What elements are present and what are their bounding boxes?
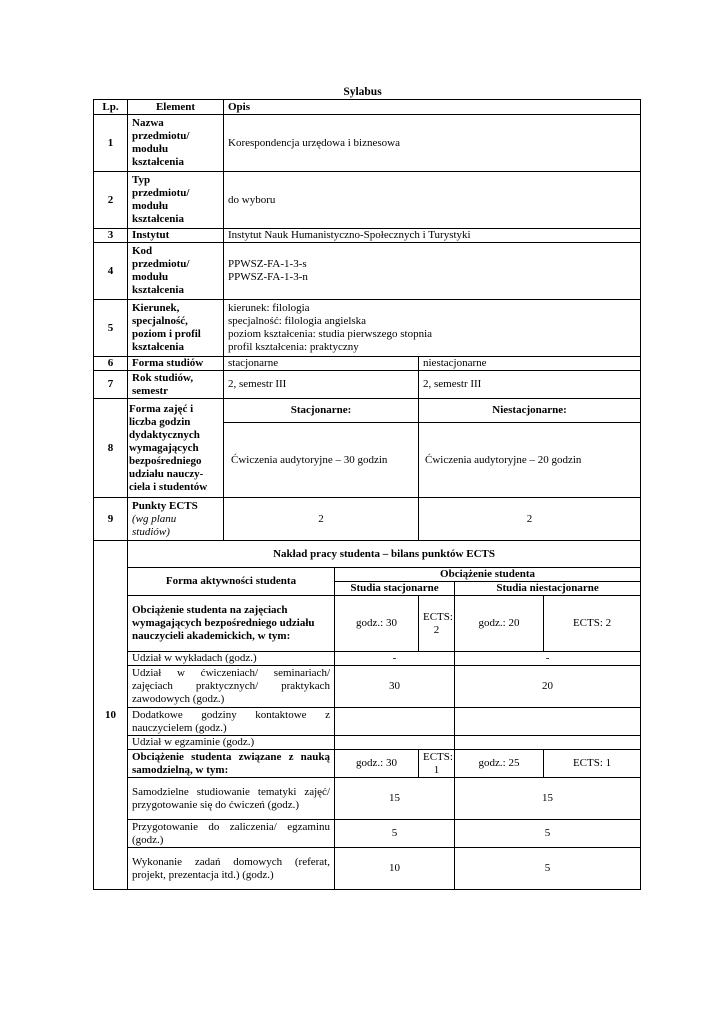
activity-label: Obciążenie studenta związane z nauką samodzielną, w tym: (128, 750, 335, 778)
cell-stacjonarne: Ćwiczenia audytoryjne – 30 godzin (224, 423, 419, 498)
row-element: Punkty ECTS (wg planu studiów) (128, 498, 224, 541)
table-row (94, 568, 641, 582)
row-element: Kierunek, specjalność, poziom i profil kształcenia (128, 300, 224, 357)
table-row (94, 371, 641, 399)
row-element: Forma zajęć i liczba godzin dydaktycznych wymagających bezpośredniego udziału nauczy- ciela i studentów (128, 399, 224, 498)
row-number: 8 (94, 399, 128, 498)
stac-value: 5 (335, 820, 455, 848)
page-title: Sylabus (343, 86, 382, 98)
stac-hours: godz.: 30 (335, 596, 419, 652)
header-obciazenie: Obciążenie studenta (335, 568, 641, 582)
stac-value: - (335, 652, 455, 666)
table-row (94, 172, 641, 229)
table-row (94, 750, 641, 778)
row-number: 6 (94, 357, 128, 371)
table-row (94, 666, 641, 708)
header-lp: Lp. (94, 100, 128, 115)
header-studia-stacjonarne: Studia stacjonarne (335, 582, 455, 596)
table-row (94, 357, 641, 371)
table-row (94, 229, 641, 243)
activity-label: Udział w egzaminie (godz.) (128, 736, 335, 750)
table-header-row (94, 100, 641, 115)
niestac-value (455, 708, 641, 736)
cell-niestacjonarne: 2 (419, 498, 641, 541)
niestac-ects: ECTS: 1 (544, 750, 641, 778)
cell-stacjonarne: 2 (224, 498, 419, 541)
row-element: Rok studiów, semestr (128, 371, 224, 399)
table-row (94, 848, 641, 890)
activity-label: Udział w ćwiczeniach/ seminariach/ zajęciach praktycznych/ praktykach zawodowych (godz.) (128, 666, 335, 708)
row-element: Instytut (128, 229, 224, 243)
header-opis: Opis (224, 100, 641, 115)
row-opis: Korespondencja urzędowa i biznesowa (224, 115, 641, 172)
row-number: 5 (94, 300, 128, 357)
row-number: 3 (94, 229, 128, 243)
stac-hours: godz.: 30 (335, 750, 419, 778)
row-number: 2 (94, 172, 128, 229)
activity-label: Wykonanie zadań domowych (referat, projekt, prezentacja itd.) (godz.) (128, 848, 335, 890)
cell-stacjonarne: 2, semestr III (224, 371, 419, 399)
stac-ects: ECTS: 2 (419, 596, 455, 652)
row-element: Forma studiów (128, 357, 224, 371)
row-opis: do wyboru (224, 172, 641, 229)
table-row (94, 243, 641, 300)
activity-label: Samodzielne studiowanie tematyki zajęć/ przygotowanie się do ćwiczeń (godz.) (128, 778, 335, 820)
table-row (94, 399, 641, 423)
table-row (94, 652, 641, 666)
table-row (94, 736, 641, 750)
row-element: Typ przedmiotu/ modułu kształcenia (128, 172, 224, 229)
stac-value: 10 (335, 848, 455, 890)
table-row (94, 820, 641, 848)
niestac-value: 5 (455, 820, 641, 848)
header-element: Element (128, 100, 224, 115)
stac-value (335, 708, 455, 736)
niestac-value (455, 736, 641, 750)
stac-value: 15 (335, 778, 455, 820)
stac-ects: ECTS: 1 (419, 750, 455, 778)
row-opis: PPWSZ-FA-1-3-s PPWSZ-FA-1-3-n (224, 243, 641, 300)
row-number: 7 (94, 371, 128, 399)
table-row (94, 596, 641, 652)
table-row (94, 498, 641, 541)
ects-balance-title: Nakład pracy studenta – bilans punktów ECTS (128, 541, 641, 568)
activity-label: Dodatkowe godziny kontaktowe z nauczycielem (godz.) (128, 708, 335, 736)
header-studia-niestacjonarne: Studia niestacjonarne (455, 582, 641, 596)
table-row (94, 300, 641, 357)
table-row (94, 708, 641, 736)
niestac-value: 5 (455, 848, 641, 890)
niestac-hours: godz.: 20 (455, 596, 544, 652)
table-row (94, 115, 641, 172)
cell-niestacjonarne: niestacjonarne (419, 357, 641, 371)
row-opis: kierunek: filologia specjalność: filologia angielska poziom kształcenia: studia pierwszego stopnia profil kształcenia: praktyczny (224, 300, 641, 357)
row-number: 4 (94, 243, 128, 300)
niestac-hours: godz.: 25 (455, 750, 544, 778)
row-element: Nazwa przedmiotu/ modułu kształcenia (128, 115, 224, 172)
niestac-value: - (455, 652, 641, 666)
cell-stacjonarne: stacjonarne (224, 357, 419, 371)
niestac-value: 20 (455, 666, 641, 708)
header-niestacjonarne: Niestacjonarne: (419, 399, 641, 423)
activity-label: Obciążenie studenta na zajęciach wymagających bezpośredniego udziału nauczycieli akademickich, w tym: (128, 596, 335, 652)
table-row (94, 541, 641, 568)
syllabus-table (93, 99, 641, 890)
row-number: 1 (94, 115, 128, 172)
row-number: 9 (94, 498, 128, 541)
niestac-ects: ECTS: 2 (544, 596, 641, 652)
niestac-value: 15 (455, 778, 641, 820)
cell-niestacjonarne: Ćwiczenia audytoryjne – 20 godzin (419, 423, 641, 498)
header-forma-aktywnosci: Forma aktywności studenta (128, 568, 335, 596)
row-number: 10 (94, 541, 128, 890)
header-stacjonarne: Stacjonarne: (224, 399, 419, 423)
row-opis: Instytut Nauk Humanistyczno-Społecznych i Turystyki (224, 229, 641, 243)
table-row (94, 778, 641, 820)
cell-niestacjonarne: 2, semestr III (419, 371, 641, 399)
activity-label: Przygotowanie do zaliczenia/ egzaminu (godz.) (128, 820, 335, 848)
activity-label: Udział w wykładach (godz.) (128, 652, 335, 666)
row-element: Kod przedmiotu/ modułu kształcenia (128, 243, 224, 300)
stac-value (335, 736, 455, 750)
stac-value: 30 (335, 666, 455, 708)
